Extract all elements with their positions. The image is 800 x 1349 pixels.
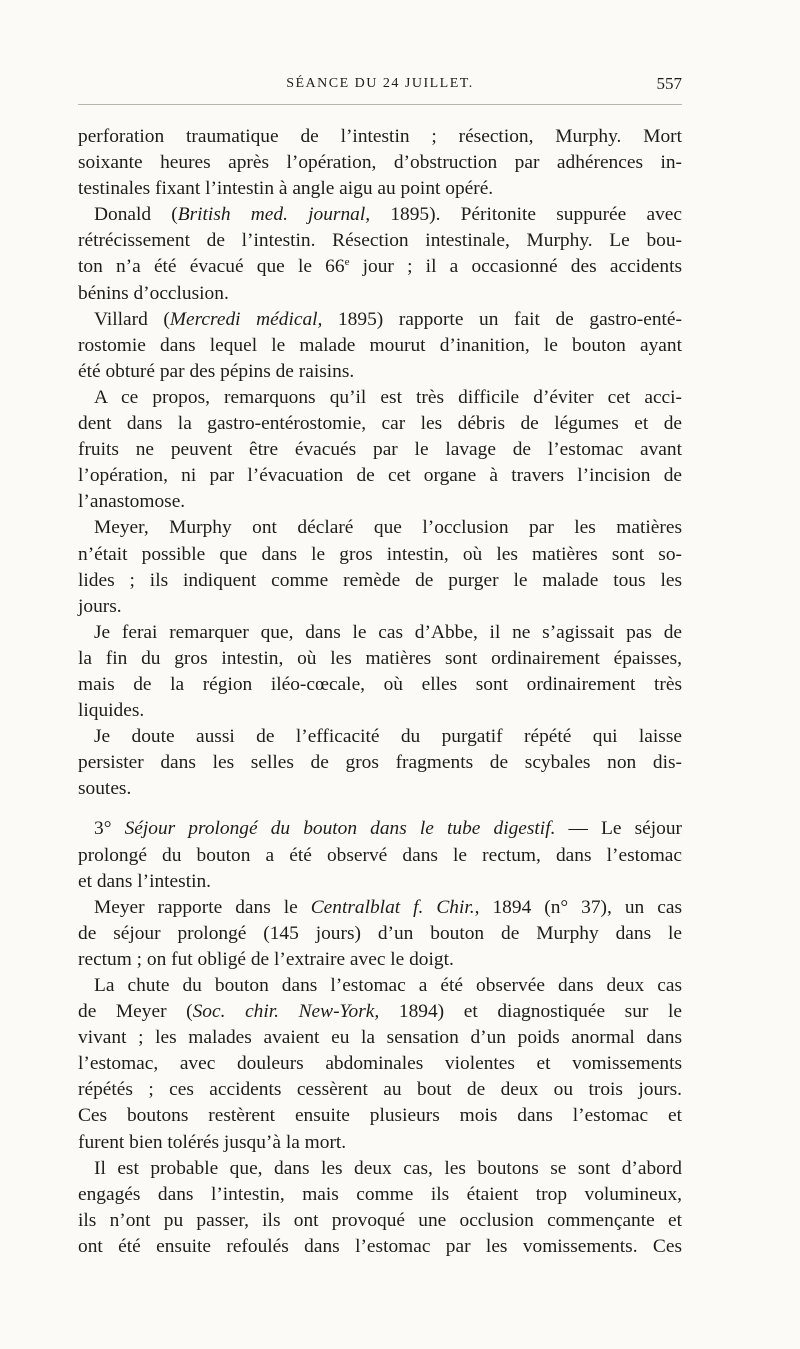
text-line: prolongé du bouton a été observé dans le rectum, dans l’estomac xyxy=(78,844,682,866)
text-line: l’opération, ni par l’évacuation de cet organe à travers l’incision de xyxy=(78,465,682,487)
page-number: 557 xyxy=(656,74,682,93)
text-run: Villard ( xyxy=(94,308,170,330)
text-line: soutes. xyxy=(78,778,132,800)
text-run: , 1894 (n° 37), un cas xyxy=(474,896,682,918)
text-run: de Meyer ( xyxy=(78,1001,193,1023)
text-line: testinales fixant l’intestin à angle aigu au point opéré. xyxy=(78,178,494,200)
text-line: de séjour prolongé (145 jours) d’un bouton de Murphy dans le xyxy=(78,922,682,944)
citation-title: Mercredi médical, xyxy=(169,308,323,330)
text-line: engagés dans l’intestin, mais comme ils étaient trop volumineux, xyxy=(78,1183,682,1205)
text-line: soixante heures après l’opération, d’obstruction par adhérences in- xyxy=(78,152,682,174)
text-line: Il est probable que, dans les deux cas, les boutons se sont d’abord xyxy=(94,1157,682,1179)
body-text xyxy=(78,124,682,1260)
text-run: Donald ( xyxy=(94,204,178,226)
text-line: ils n’ont pu passer, ils ont provoqué une occlusion commençante et xyxy=(78,1209,682,1231)
text-line: mais de la région iléo-cœcale, où elles sont ordinairement très xyxy=(78,673,682,695)
text-line xyxy=(78,254,682,280)
text-run: 1895) rapporte un fait de gastro-enté- xyxy=(322,308,682,330)
text-line: rostomie dans lequel le malade mourut d’inanition, le bouton ayant xyxy=(78,334,682,356)
text-run: 1894) et diagnostiquée sur le xyxy=(379,1001,682,1023)
text-run: — Le séjour xyxy=(555,818,682,840)
text-line: ont été ensuite refoulés dans l’estomac par les vomissements. Ces xyxy=(78,1235,682,1257)
text-run: Meyer rapporte dans le xyxy=(94,896,311,918)
text-line: Je ferai remarquer que, dans le cas d’Abbe, il ne s’agissait pas de xyxy=(94,621,682,643)
text-line: et dans l’intestin. xyxy=(78,870,212,892)
text-line: perforation traumatique de l’intestin ; résection, Murphy. Mort xyxy=(78,126,682,147)
text-line: vivant ; les malades avaient eu la sensation d’un poids anormal dans xyxy=(78,1027,682,1049)
text-line xyxy=(78,202,682,228)
text-line: furent bien tolérés jusqu’à la mort. xyxy=(78,1131,347,1153)
text-line: La chute du bouton dans l’estomac a été observée dans deux cas xyxy=(94,975,682,996)
page-header xyxy=(78,72,682,102)
text-line: liquides. xyxy=(78,700,145,722)
section-number: 3° xyxy=(94,818,125,840)
text-line xyxy=(78,307,682,333)
text-line: n’était possible que dans le gros intestin, où les matières sont so- xyxy=(78,543,682,565)
text-line: l’estomac, avec douleurs abdominales violentes et vomissements xyxy=(78,1053,682,1075)
text-run: ton n’a été évacué que le 66 xyxy=(78,256,345,278)
text-line: Ces boutons restèrent ensuite plusieurs mois dans l’estomac et xyxy=(78,1105,682,1127)
text-line: répétés ; ces accidents cessèrent au bout de deux ou trois jours. xyxy=(78,1079,682,1101)
text-line: persister dans les selles de gros fragments de scybales non dis- xyxy=(78,752,682,774)
text-line: rétrécissement de l’intestin. Résection intestinale, Murphy. Le bou- xyxy=(78,230,682,252)
text-run: jour ; il a occasionné des accidents xyxy=(349,256,682,278)
text-line: été obturé par des pépins de raisins. xyxy=(78,360,355,382)
text-line: fruits ne peuvent être évacués par le lavage de l’estomac avant xyxy=(78,439,682,461)
text-line: jours. xyxy=(78,595,122,617)
header-rule xyxy=(78,104,682,105)
text-line: Je doute aussi de l’efficacité du purgatif répété qui laisse xyxy=(94,726,682,748)
citation-title: British med. journal, xyxy=(177,204,371,226)
text-line: la fin du gros intestin, où les matières sont ordinairement épaisses, xyxy=(78,647,682,669)
citation-title: Soc. chir. New-York, xyxy=(192,1001,380,1023)
text-line: lides ; ils indiquent comme remède de purger le malade tous les xyxy=(78,569,682,591)
section-heading-line xyxy=(78,816,682,842)
text-line: l’anastomose. xyxy=(78,491,186,513)
citation-title: Centralblat f. Chir. xyxy=(310,896,475,918)
text-line: rectum ; on fut obligé de l’extraire avec le doigt. xyxy=(78,948,454,970)
text-run: 1895). Péritonite suppurée avec xyxy=(370,204,682,226)
section-title: Séjour prolongé du bouton dans le tube digestif. xyxy=(124,818,556,840)
text-line: bénins d’occlusion. xyxy=(78,282,229,304)
text-line xyxy=(78,895,682,921)
superscript: e xyxy=(344,256,350,269)
running-head: SÉANCE DU 24 JUILLET. xyxy=(286,76,474,91)
text-line: A ce propos, remarquons qu’il est très difficile d’éviter cet acci- xyxy=(94,386,682,408)
text-line: dent dans la gastro-entérostomie, car les débris de légumes et de xyxy=(78,413,682,435)
text-line: Meyer, Murphy ont déclaré que l’occlusion par les matières xyxy=(94,517,682,539)
text-line xyxy=(78,999,682,1025)
